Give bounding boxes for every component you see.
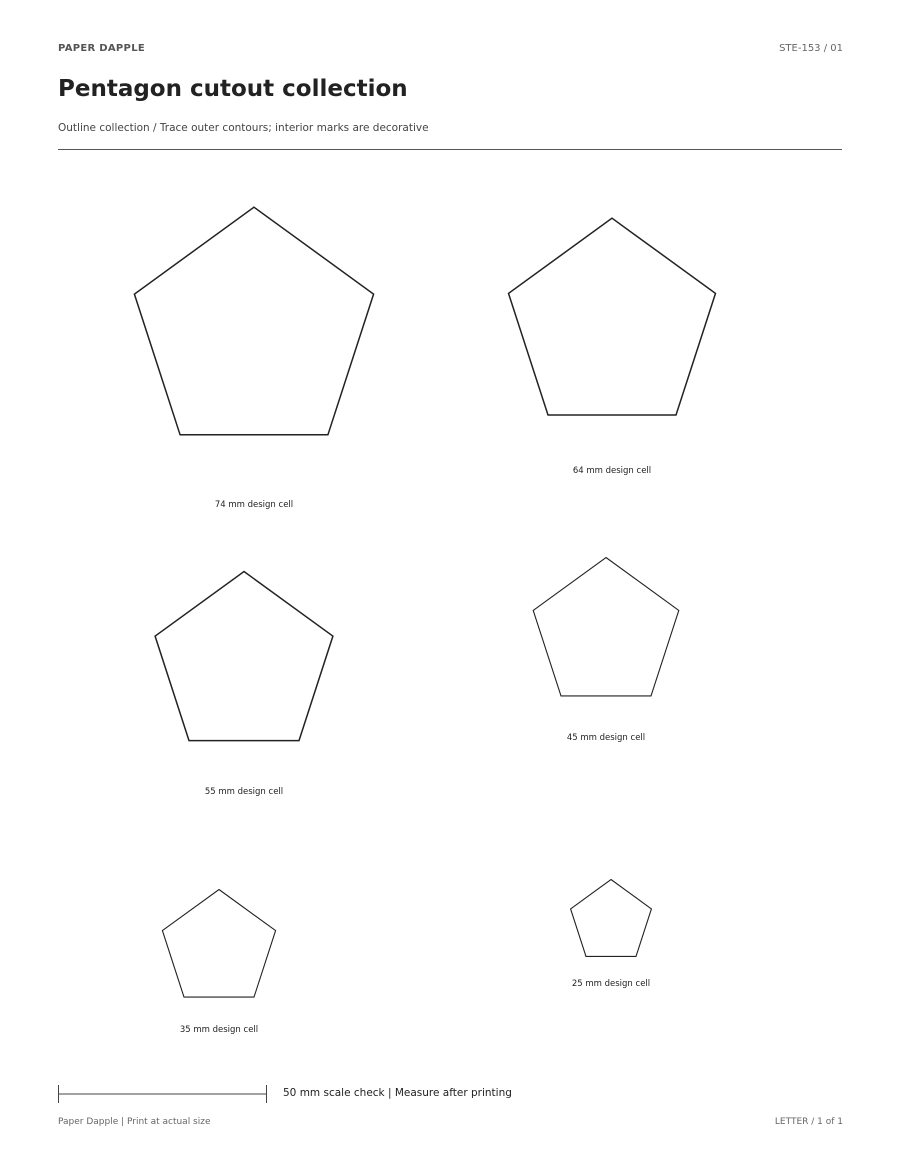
page-title: Pentagon cutout collection [58,76,408,102]
cell-label: 45 mm design cell [566,733,646,743]
scale-check-text: 50 mm scale check | Measure after printing [283,1087,512,1099]
cell-label: 74 mm design cell [214,500,294,510]
pentagon-outline-25mm [571,880,652,957]
cell-label: 55 mm design cell [204,787,284,797]
page-indicator: LETTER / 1 of 1 [774,1117,843,1127]
page-subtitle: Outline collection / Trace outer contours; interior marks are decorative [58,122,429,134]
pentagon-outline-55mm [155,572,333,741]
pentagon-outlines [134,207,715,997]
pentagon-outline-45mm [533,558,679,696]
brand-name: PAPER DAPPLE [58,43,145,54]
cell-label: 25 mm design cell [571,979,651,989]
cell-label: 64 mm design cell [572,466,652,476]
pentagon-outline-74mm [134,207,373,435]
document-code: STE-153 / 01 [779,43,843,54]
footer-note: Paper Dapple | Print at actual size [58,1117,211,1127]
pentagon-outline-35mm [162,890,275,998]
cell-label: 35 mm design cell [179,1025,259,1035]
pentagon-outline-64mm [509,218,716,415]
scale-bar [58,1085,267,1103]
